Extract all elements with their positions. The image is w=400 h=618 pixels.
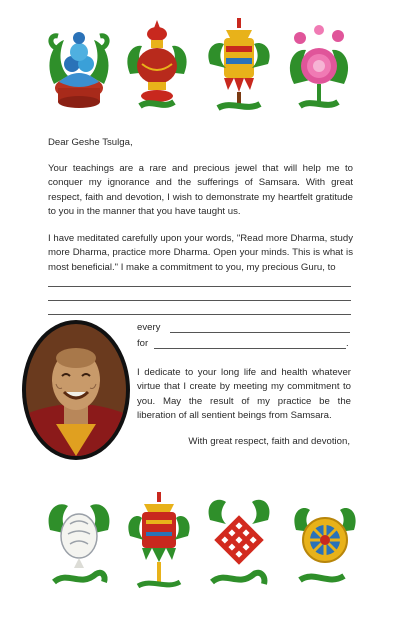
parasol-symbol-icon [124, 490, 194, 590]
paragraph-gratitude: Your teachings are a rare and precious jewel that will help me to conquer my ignorance and the sufferings of Samsara. With great respect, faith and devotion, I wish to demonstrate my heartfelt gratitude to you in the manner that you have taught us. [48, 163, 353, 218]
commitment-line-2[interactable] [48, 300, 351, 301]
every-label: every [137, 322, 161, 333]
guru-portrait-frame [22, 320, 130, 460]
endless-knot-symbol-icon [204, 490, 274, 590]
lotus-symbol-icon [284, 14, 354, 114]
dharma-wheel-symbol-icon [290, 490, 360, 590]
commitment-line-3[interactable] [48, 314, 351, 315]
salutation: Dear Geshe Tsulga, [48, 137, 133, 148]
commitment-line-1[interactable] [48, 286, 351, 287]
paragraph-commitment: I have meditated carefully upon your words, "Read more Dharma, study more Dharma, practice more Dharma. Open your minds. This is what is most beneficial." I make a commitment to you, my precious Guru, to [48, 233, 353, 273]
for-blank[interactable] [154, 348, 346, 349]
every-blank[interactable] [170, 332, 350, 333]
for-label: for [137, 338, 149, 349]
closing-line: With great respect, faith and devotion, [188, 436, 350, 447]
for-period: . [346, 338, 349, 349]
guru-portrait-photo [26, 324, 126, 456]
victory-banner-symbol-icon [204, 14, 274, 114]
paragraph-dedication: I dedicate to your long life and health whatever virtue that I create by meeting my commitment to you. May the result of my practice be the liberation of all sentient beings from Samsara. [137, 367, 351, 422]
conch-shell-symbol-icon [44, 490, 114, 590]
treasure-vase-symbol-icon [122, 14, 192, 114]
jewel-symbol-icon [44, 14, 114, 114]
